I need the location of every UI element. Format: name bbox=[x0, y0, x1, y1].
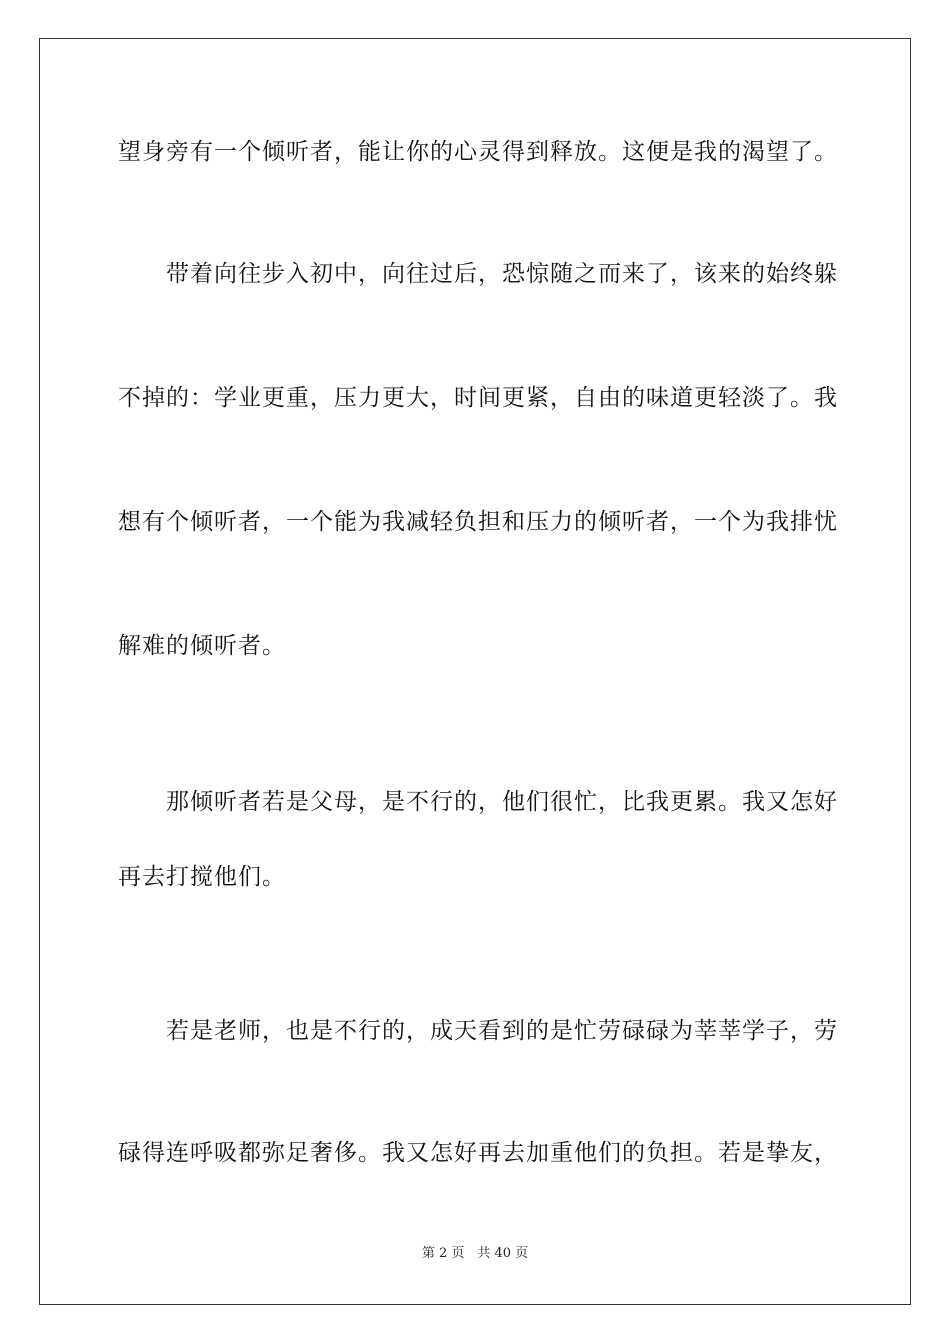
text-line: 碌得连呼吸都弥足奢侈。我又怎好再去加重他们的负担。若是挚友， bbox=[118, 1140, 838, 1166]
text-line: 再去打搅他们。 bbox=[118, 864, 286, 890]
paragraph-start-line: 那倾听者若是父母，是不行的，他们很忙，比我更累。我又怎好 bbox=[166, 789, 838, 815]
text-line: 不掉的：学业更重，压力更大，时间更紧，自由的味道更轻淡了。我 bbox=[118, 385, 838, 411]
text-line: 望身旁有一个倾听者，能让你的心灵得到释放。这便是我的渴望了。 bbox=[118, 139, 838, 165]
page-number-footer: 第 2 页 共 40 页 bbox=[421, 1246, 529, 1261]
page-border bbox=[39, 38, 911, 1305]
paragraph-start-line: 若是老师，也是不行的，成天看到的是忙劳碌碌为莘莘学子，劳 bbox=[166, 1018, 838, 1044]
paragraph-start-line: 带着向往步入初中，向往过后，恐惊随之而来了，该来的始终躲 bbox=[166, 261, 838, 287]
text-line: 解难的倾听者。 bbox=[118, 633, 286, 659]
text-line: 想有个倾听者，一个能为我减轻负担和压力的倾听者，一个为我排忧 bbox=[118, 509, 838, 535]
